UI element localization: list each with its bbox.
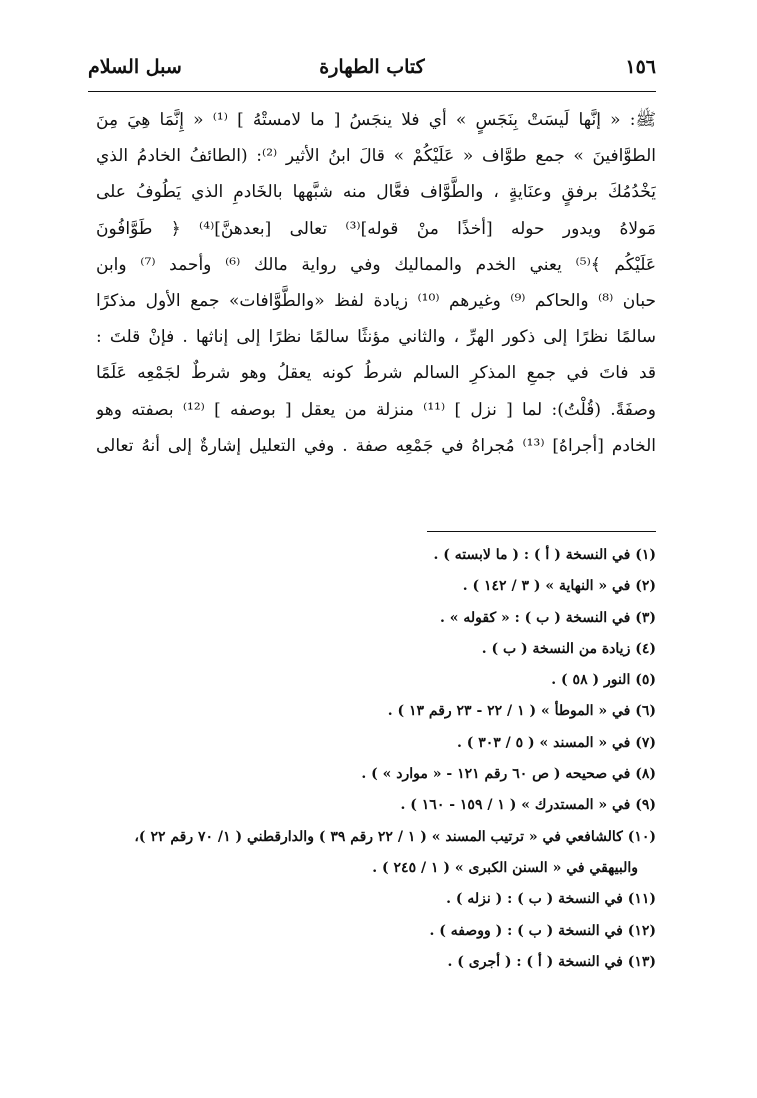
text-line: حبان ⁽⁸⁾ والحاكم ⁽⁹⁾ وغيرهم ⁽¹⁰⁾ زيادة لفظ «والطَّوَّافات» جمع الأول مذكرًا: [96, 290, 656, 311]
text-line: قد فاتَ في جمعِ المذكرِ السالم شرطُ كونه يعقلُ وهو شرطٌ لجَمْعِه عَلَمًا: [96, 363, 656, 384]
page-header: [88, 52, 656, 88]
text-line: عَلَيْكُم ﴾⁽⁵⁾ يعني الخدم والمماليك وفي رواية مالك ⁽⁶⁾ وأحمد ⁽⁷⁾ وابن: [96, 254, 656, 275]
text-line: وصفَةً. (قُلْتُ): لما [ نزل ] ⁽¹¹⁾ منزلة من يعقل [ بوصفه ] ⁽¹²⁾ بصفته وهو: [96, 399, 656, 420]
footnote: (٩) في « المستدرك » ( ١ / ١٥٩ - ١٦٠ ) .: [400, 797, 656, 814]
footnote-continuation: والبيهقي في « السنن الكبرى » ( ١ / ٢٤٥ ) .: [372, 859, 638, 876]
chapter-title: كتاب الطهارة: [319, 56, 425, 78]
footnote: (٢) في « النهاية » ( ٣ / ١٤٢ ) .: [462, 578, 656, 595]
footnote: (٧) في « المسند » ( ٥ / ٣٠٣ ) .: [456, 734, 656, 751]
footnote: (٥) النور ( ٥٨ ) .: [551, 672, 656, 689]
text-line: سالمًا نظرًا إلى ذكور الهرِّ ، والثاني مؤنثًا سالمًا نظرًا إلى إناثها . فإنْ قلتَ :: [96, 327, 656, 348]
footnote: (٤) زيادة من النسخة ( ب ) .: [481, 640, 656, 657]
footnote: (١٠) كالشافعي في « ترتيب المسند » ( ١ / ٢٢ رقم ٣٩ ) والدارقطني ( ١/ ٧٠ رقم ٢٢ )،: [134, 828, 656, 845]
text-line: مَولاهُ ويدور حوله [أخذًا منْ قوله]⁽³⁾ تعالى [بعدهنَّ]⁽⁴⁾ ﴿ طَوَّافُونَ: [96, 218, 656, 239]
text-line: ﷺ: « إنَّها لَيسَتْ بِنَجَسٍ » أي فلا ينجَسُ [ ما لامستْهُ ] ⁽¹⁾ « إِنَّمَا هِيَ مِنَ: [96, 110, 656, 130]
page-number: ١٥٦: [625, 56, 656, 78]
footnote: (٨) في صحيحه ( ص ٦٠ رقم ١٢١ - « موارد » ) .: [361, 766, 656, 783]
footnote: (٦) في « الموطأ » ( ١ / ٢٢ - ٢٣ رقم ١٣ ) .: [387, 703, 656, 720]
text-line: يَخْدُمُكَ برفقٍ وعنَايةٍ ، والطَّوَّاف فعَّال منه شبَّهها بالخَادمِ الذي يَطُوفُ على: [96, 182, 656, 203]
footnotes: [96, 540, 656, 978]
book-title: سبل السلام: [88, 56, 182, 78]
footnote: (١١) في النسخة ( ب ) : ( نزله ) .: [446, 891, 656, 908]
header-divider: [88, 91, 656, 92]
main-text: [96, 102, 656, 464]
footnote-divider: [427, 531, 656, 532]
text-line: الخادم [أجراهُ] ⁽¹³⁾ مُجراهُ في جَمْعِه صفة . وفي التعليل إشارةٌ إلى أنهُ تعالى: [96, 435, 656, 456]
footnote: (١٢) في النسخة ( ب ) : ( ووصفه ) .: [429, 922, 656, 939]
footnote: (١) في النسخة ( أ ) : ( ما لابسته ) .: [433, 547, 656, 563]
text-line: الطوَّافينَ » جمع طوَّاف « عَلَيْكُمْ » قالَ ابنُ الأثير ⁽²⁾: (الطائفُ الخادمُ الذي: [96, 146, 656, 167]
footnote: (٣) في النسخة ( ب ) : « كقوله » .: [439, 609, 656, 626]
footnote: (١٣) في النسخة ( أ ) : ( أجرى ) .: [447, 953, 656, 970]
